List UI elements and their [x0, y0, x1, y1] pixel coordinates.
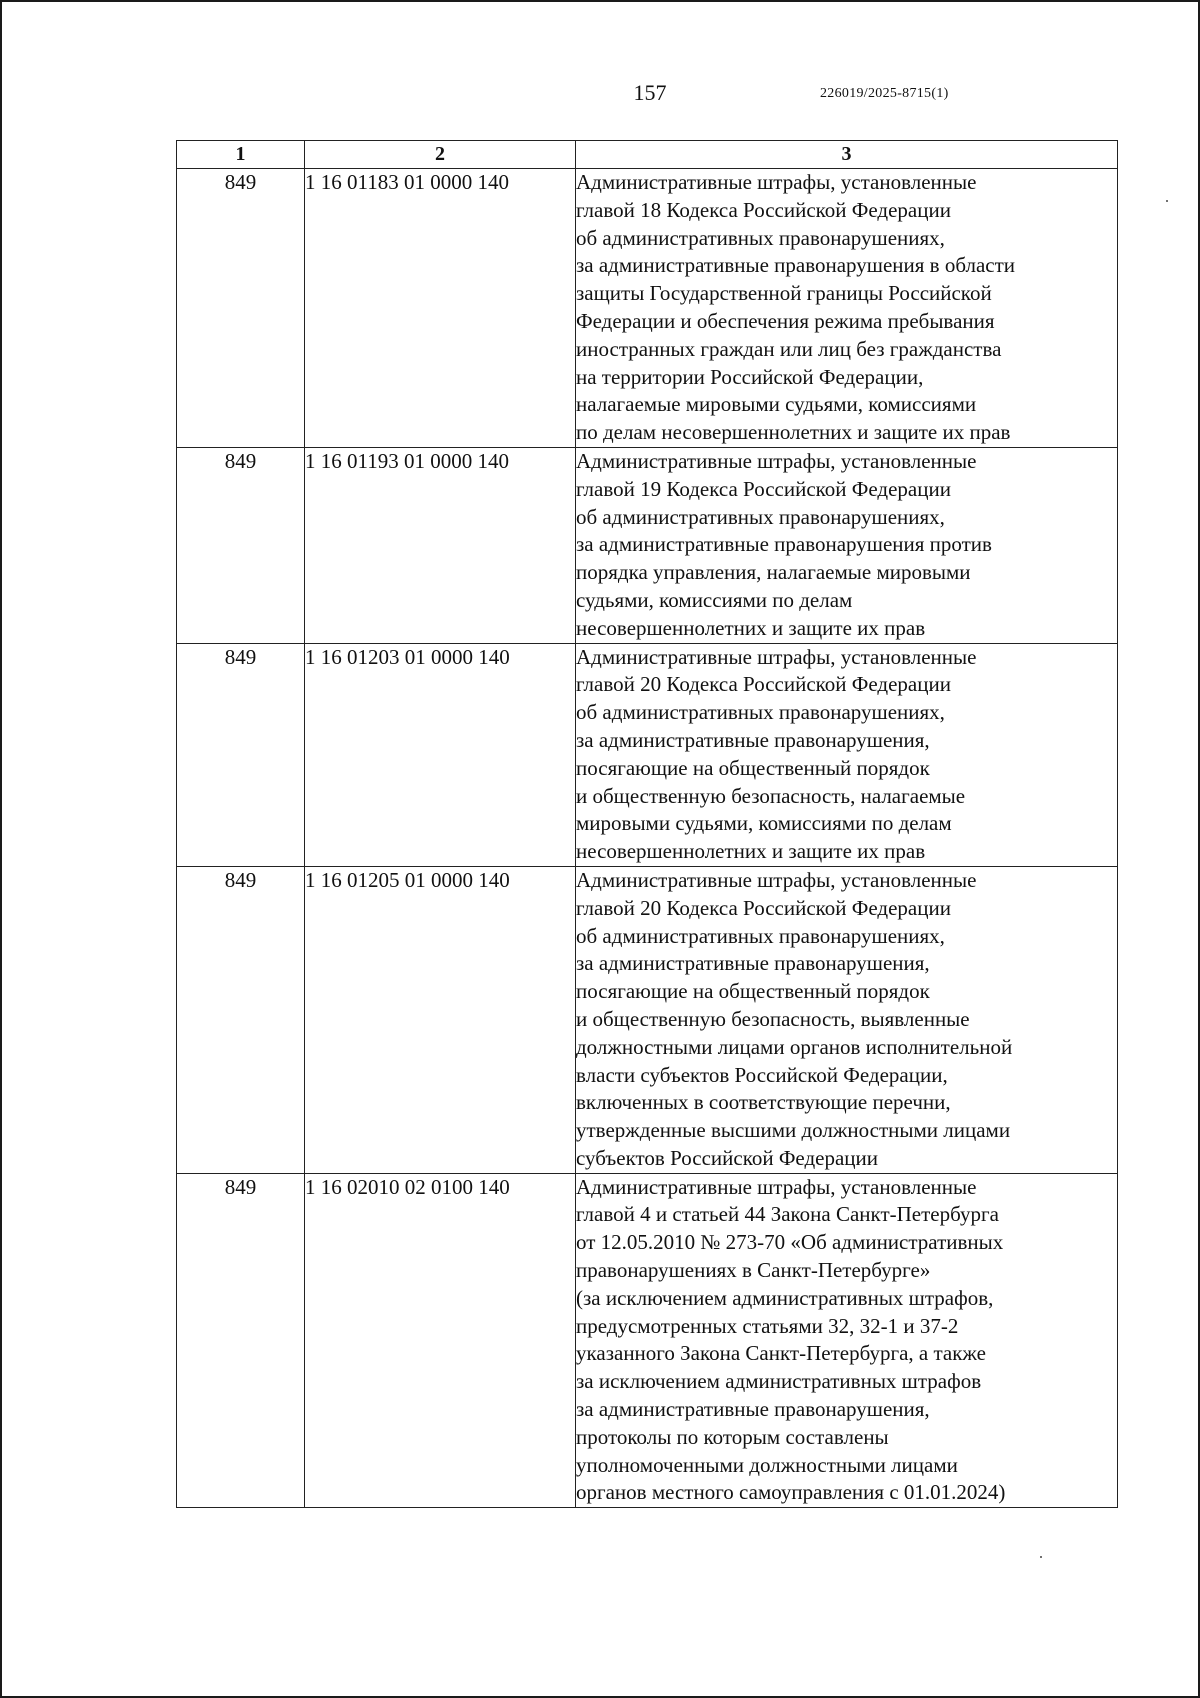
description-line: Административные штрафы, установленные: [576, 170, 977, 194]
description-line: об административных правонарушениях,: [576, 225, 945, 250]
description-line: об административных правонарушениях,: [576, 700, 945, 725]
description-line: налагаемые мировыми судьями, комиссиями: [576, 392, 977, 417]
description-line: Административные штрафы, установленные: [576, 867, 977, 892]
description-line: по делам несовершеннолетних и защите их прав: [576, 420, 1011, 445]
description-line: правонарушениях в Санкт-Петербурге»: [576, 1258, 931, 1283]
description-line: за административные правонарушения,: [576, 951, 930, 976]
description-line: включенных в соответствующие перечни,: [576, 1090, 951, 1115]
page-number: 157: [633, 80, 667, 105]
description-line: Административные штрафы, установленные: [576, 1174, 977, 1199]
description-line: несовершеннолетних и защите их прав: [576, 839, 926, 864]
description-line: протоколы по которым составлены: [576, 1424, 889, 1449]
description-line: Административные штрафы, установленные: [576, 448, 977, 473]
description-line: об административных правонарушениях,: [576, 504, 945, 529]
admin-code-cell: 849: [177, 447, 305, 643]
description-line: субъектов Российской Федерации: [576, 1145, 879, 1170]
kbk-code-cell: 1 16 01205 01 0000 140: [305, 866, 576, 1173]
description-line: Федерации и обеспечения режима пребывания: [576, 308, 995, 333]
table-row: [177, 1173, 1118, 1508]
description-line: за административные правонарушения в области: [576, 253, 1016, 278]
description-line: за административные правонарушения против: [576, 532, 992, 557]
description-cell: [576, 866, 1118, 1173]
kbk-code-cell: 1 16 01193 01 0000 140: [305, 447, 576, 643]
description-line: за административные правонарушения,: [576, 1397, 930, 1422]
description-line: (за исключением административных штрафов,: [576, 1285, 994, 1310]
table-header-row: [177, 141, 1118, 169]
description-line: посягающие на общественный порядок: [576, 755, 930, 780]
description-line: главой 20 Кодекса Российской Федерации: [576, 895, 951, 920]
column-header-3: 3: [576, 141, 1118, 169]
description-line: иностранных граждан или лиц без гражданства: [576, 336, 1002, 361]
description-cell: [576, 169, 1118, 448]
kbk-code-cell: 1 16 01203 01 0000 140: [305, 643, 576, 866]
column-header-1: 1: [177, 141, 305, 169]
description-line: от 12.05.2010 № 273-70 «Об административных: [576, 1230, 1004, 1255]
document-id: 226019/2025-8715(1): [820, 86, 949, 101]
description-line: и общественную безопасность, налагаемые: [576, 783, 966, 808]
description-line: за административные правонарушения,: [576, 727, 930, 752]
description-line: утвержденные высшими должностными лицами: [576, 1118, 1011, 1143]
table-row: [177, 643, 1118, 866]
description-line: об административных правонарушениях,: [576, 923, 945, 948]
table-body: [177, 169, 1118, 1508]
scan-speck: [1166, 200, 1168, 202]
description-line: и общественную безопасность, выявленные: [576, 1006, 970, 1031]
description-line: посягающие на общественный порядок: [576, 979, 930, 1004]
kbk-code-cell: 1 16 02010 02 0100 140: [305, 1173, 576, 1508]
admin-code-cell: 849: [177, 643, 305, 866]
admin-code-cell: 849: [177, 1173, 305, 1508]
description-line: на территории Российской Федерации,: [576, 364, 924, 389]
description-line: Административные штрафы, установленные: [576, 644, 977, 669]
description-line: за исключением административных штрафов: [576, 1369, 982, 1394]
description-line: судьями, комиссиями по делам: [576, 587, 853, 612]
description-line: главой 19 Кодекса Российской Федерации: [576, 476, 951, 501]
description-line: предусмотренных статьями 32, 32-1 и 37-2: [576, 1313, 959, 1338]
description-line: несовершеннолетних и защите их прав: [576, 615, 926, 640]
description-line: главой 4 и статьей 44 Закона Санкт-Петербурга: [576, 1202, 999, 1227]
column-header-2: 2: [305, 141, 576, 169]
description-line: главой 20 Кодекса Российской Федерации: [576, 672, 951, 697]
description-line: защиты Государственной границы Российской: [576, 281, 992, 306]
table-row: [177, 169, 1118, 448]
description-line: главой 18 Кодекса Российской Федерации: [576, 197, 951, 222]
description-line: мировыми судьями, комиссиями по делам: [576, 811, 952, 836]
table-row: [177, 866, 1118, 1173]
admin-code-cell: 849: [177, 169, 305, 448]
description-line: указанного Закона Санкт-Петербурга, а также: [576, 1341, 986, 1366]
revenue-code-table: [176, 140, 1118, 1508]
description-cell: [576, 447, 1118, 643]
kbk-code-cell: 1 16 01183 01 0000 140: [305, 169, 576, 448]
description-line: власти субъектов Российской Федерации,: [576, 1062, 948, 1087]
description-line: порядка управления, налагаемые мировыми: [576, 560, 971, 585]
description-line: уполномоченными должностными лицами: [576, 1452, 958, 1477]
description-cell: [576, 643, 1118, 866]
table-row: [177, 447, 1118, 643]
description-cell: [576, 1173, 1118, 1508]
scan-speck: [1040, 1556, 1042, 1558]
description-line: должностными лицами органов исполнительной: [576, 1034, 1013, 1059]
admin-code-cell: 849: [177, 866, 305, 1173]
description-line: органов местного самоуправления с 01.01.2024): [576, 1480, 1006, 1505]
